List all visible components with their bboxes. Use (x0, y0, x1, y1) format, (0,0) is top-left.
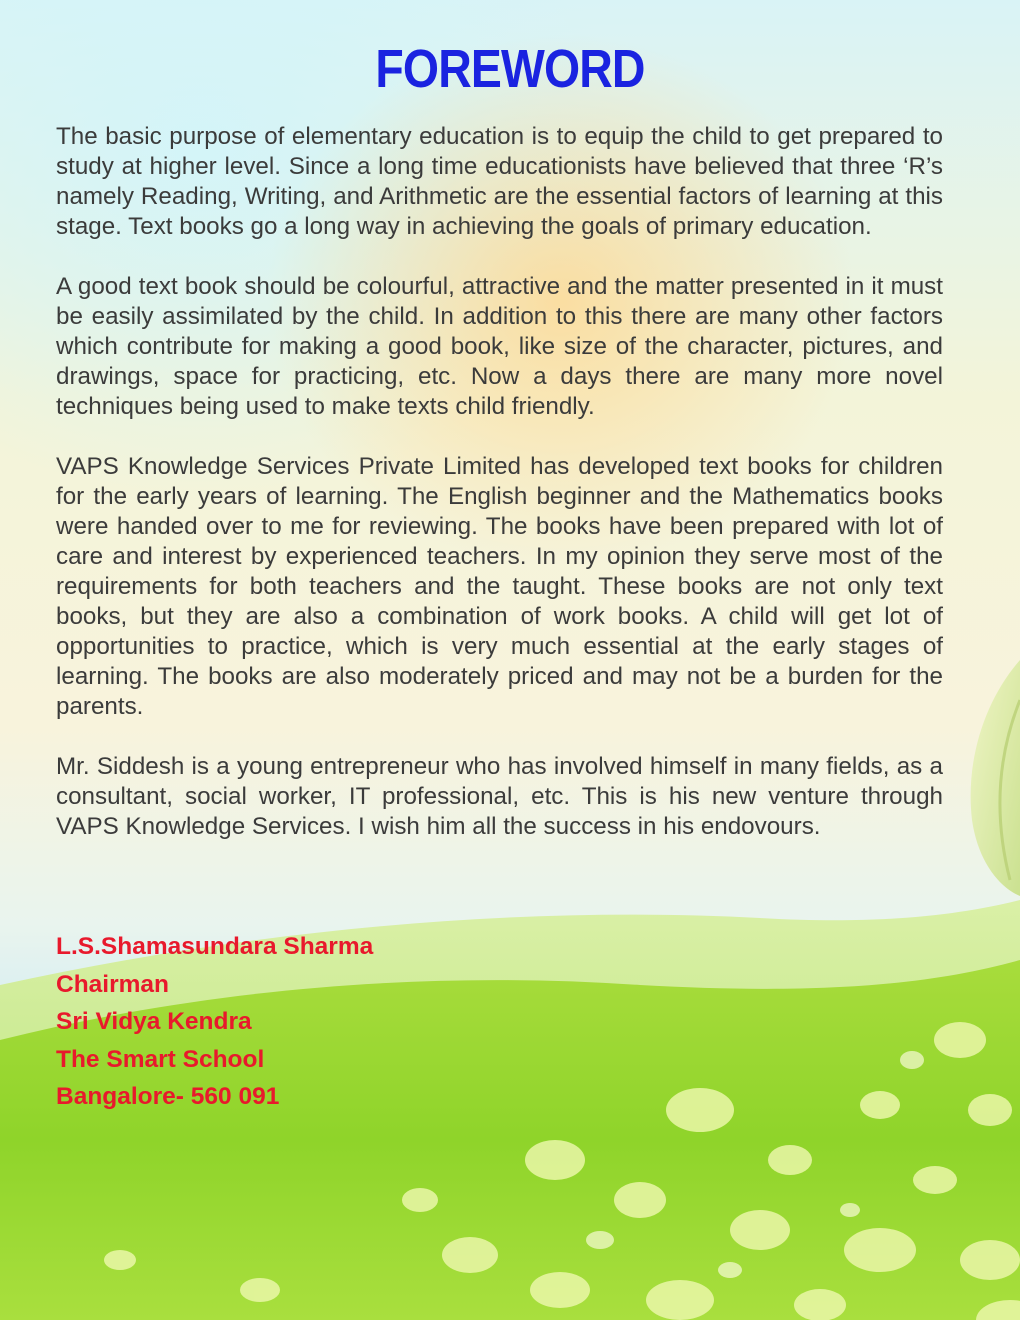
foreword-body (56, 122, 943, 872)
signatory-location: Bangalore- 560 091 (56, 1083, 280, 1110)
page-title: FOREWORD (375, 39, 645, 99)
signature-block (56, 928, 373, 1116)
paragraph: Mr. Siddesh is a young entrepreneur who has involved himself in many fields, as a consultant, social worker, IT professional, etc. This is his new venture through VAPS Knowledge Services. I wish him all the success in his endovours. (56, 753, 943, 840)
signatory-school: The Smart School (56, 1045, 265, 1073)
paragraph: VAPS Knowledge Services Private Limited has developed text books for children for the early years of learning. The English beginner and the Mathematics books were handed over to me for reviewing. The books have been prepared with lot of care and interest by experienced teachers. In my opinion they serve most of the requirements for both teachers and the taught. These books are not only text books, but they are also a combination of work books. A child will get lot of opportunities to practice, which is very much essential at the early stages of learning. The books are also moderately priced and may not be a burden for the parents. (56, 453, 943, 720)
signatory-designation: Chairman (56, 970, 170, 998)
paragraph: A good text book should be colourful, attractive and the matter presented in it must be easily assimilated by the child. In addition to this there are many other factors which contribute for making a good book, like size of the character, pictures, and drawings, space for practicing, etc. Now a days there are many more novel techniques being used to make texts child friendly. (56, 273, 943, 420)
signatory-name: L.S.Shamasundara Sharma (56, 933, 374, 960)
signatory-organization: Sri Vidya Kendra (56, 1008, 252, 1035)
paragraph: The basic purpose of elementary education is to equip the child to get prepared to study at higher level. Since a long time educationists have believed that three ‘R’s namely Reading, Writing, and Arithmetic are the essential factors of learning at this stage. Text books go a long way in achieving the goals of primary education. (56, 123, 943, 240)
